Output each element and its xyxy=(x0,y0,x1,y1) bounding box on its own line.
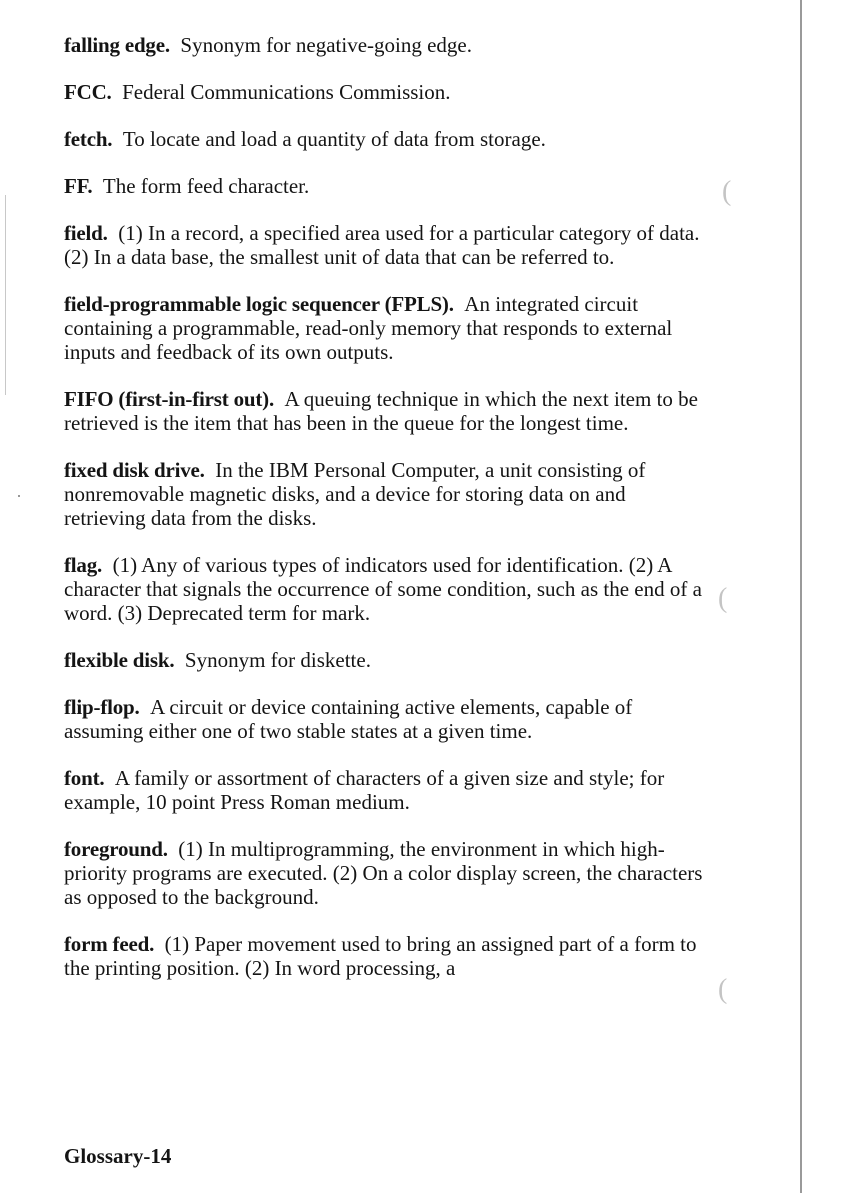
entry-definition: A circuit or device containing active elements, capable of assuming either one of two stable states at a given time. xyxy=(64,695,633,743)
entry-term: form feed. xyxy=(64,932,155,956)
entry-definition: (1) Any of various types of indicators used for identification. (2) A character that signals the occurrence of some condition, such as the end of a word. (3) Deprecated term for mark. xyxy=(64,553,702,625)
entry-term: flip-flop. xyxy=(64,695,140,719)
glossary-entry xyxy=(64,695,704,743)
entry-definition: The form feed character. xyxy=(102,174,310,198)
entry-term: field. xyxy=(64,221,108,245)
glossary-entry xyxy=(64,127,704,151)
binding-edge-line xyxy=(800,0,802,1193)
scan-margin-line xyxy=(5,195,6,395)
glossary-entry xyxy=(64,766,704,814)
glossary-entry xyxy=(64,221,704,269)
entry-term: flexible disk. xyxy=(64,648,175,672)
glossary-entry xyxy=(64,292,704,364)
scan-artifact: ( xyxy=(718,974,728,1005)
entry-definition: (1) In a record, a specified area used for a particular category of data. (2) In a data base, the smallest unit of data that can be referred to. xyxy=(64,221,700,269)
glossary-entry xyxy=(64,553,704,625)
glossary-entry xyxy=(64,33,704,57)
entry-definition: (1) Paper movement used to bring an assigned part of a form to the printing position. (2) In word processing, a xyxy=(64,932,697,980)
entry-term: field-programmable logic sequencer (FPLS). xyxy=(64,292,454,316)
glossary-entry xyxy=(64,648,704,672)
entry-term: foreground. xyxy=(64,837,168,861)
entry-definition: A family or assortment of characters of a given size and style; for example, 10 point Press Roman medium. xyxy=(64,766,665,814)
glossary-entry xyxy=(64,387,704,435)
entry-term: fetch. xyxy=(64,127,113,151)
glossary-entry xyxy=(64,174,704,198)
entry-term: FCC. xyxy=(64,80,112,104)
entry-definition: In the IBM Personal Computer, a unit consisting of nonremovable magnetic disks, and a device for storing data on and retrieving data from the disks. xyxy=(64,458,646,530)
entry-term: falling edge. xyxy=(64,33,170,57)
entry-definition: A queuing technique in which the next item to be retrieved is the item that has been in the queue for the longest time. xyxy=(64,387,698,435)
entry-term: fixed disk drive. xyxy=(64,458,205,482)
glossary-entries xyxy=(64,33,704,1003)
glossary-entry xyxy=(64,80,704,104)
entry-term: FF. xyxy=(64,174,93,198)
glossary-entry xyxy=(64,837,704,909)
entry-term: font. xyxy=(64,766,105,790)
glossary-entry xyxy=(64,458,704,530)
entry-definition: Federal Communications Commission. xyxy=(122,80,451,104)
entry-definition: To locate and load a quantity of data from storage. xyxy=(122,127,546,151)
page-footer-label: Glossary-14 xyxy=(64,1144,172,1168)
glossary-entry xyxy=(64,932,704,980)
entry-definition: An integrated circuit containing a programmable, read-only memory that responds to external inputs and feedback of its own outputs. xyxy=(64,292,673,364)
entry-term: flag. xyxy=(64,553,103,577)
entry-term: FIFO (first-in-first out). xyxy=(64,387,274,411)
scan-artifact: ( xyxy=(718,583,728,614)
entry-definition: (1) In multiprogramming, the environment in which high-priority programs are executed. (2) On a color display screen, the characters as opposed to the background. xyxy=(64,837,703,909)
scan-dot xyxy=(18,495,20,497)
scan-artifact: ( xyxy=(722,176,732,207)
entry-definition: Synonym for diskette. xyxy=(184,648,371,672)
entry-definition: Synonym for negative-going edge. xyxy=(180,33,473,57)
